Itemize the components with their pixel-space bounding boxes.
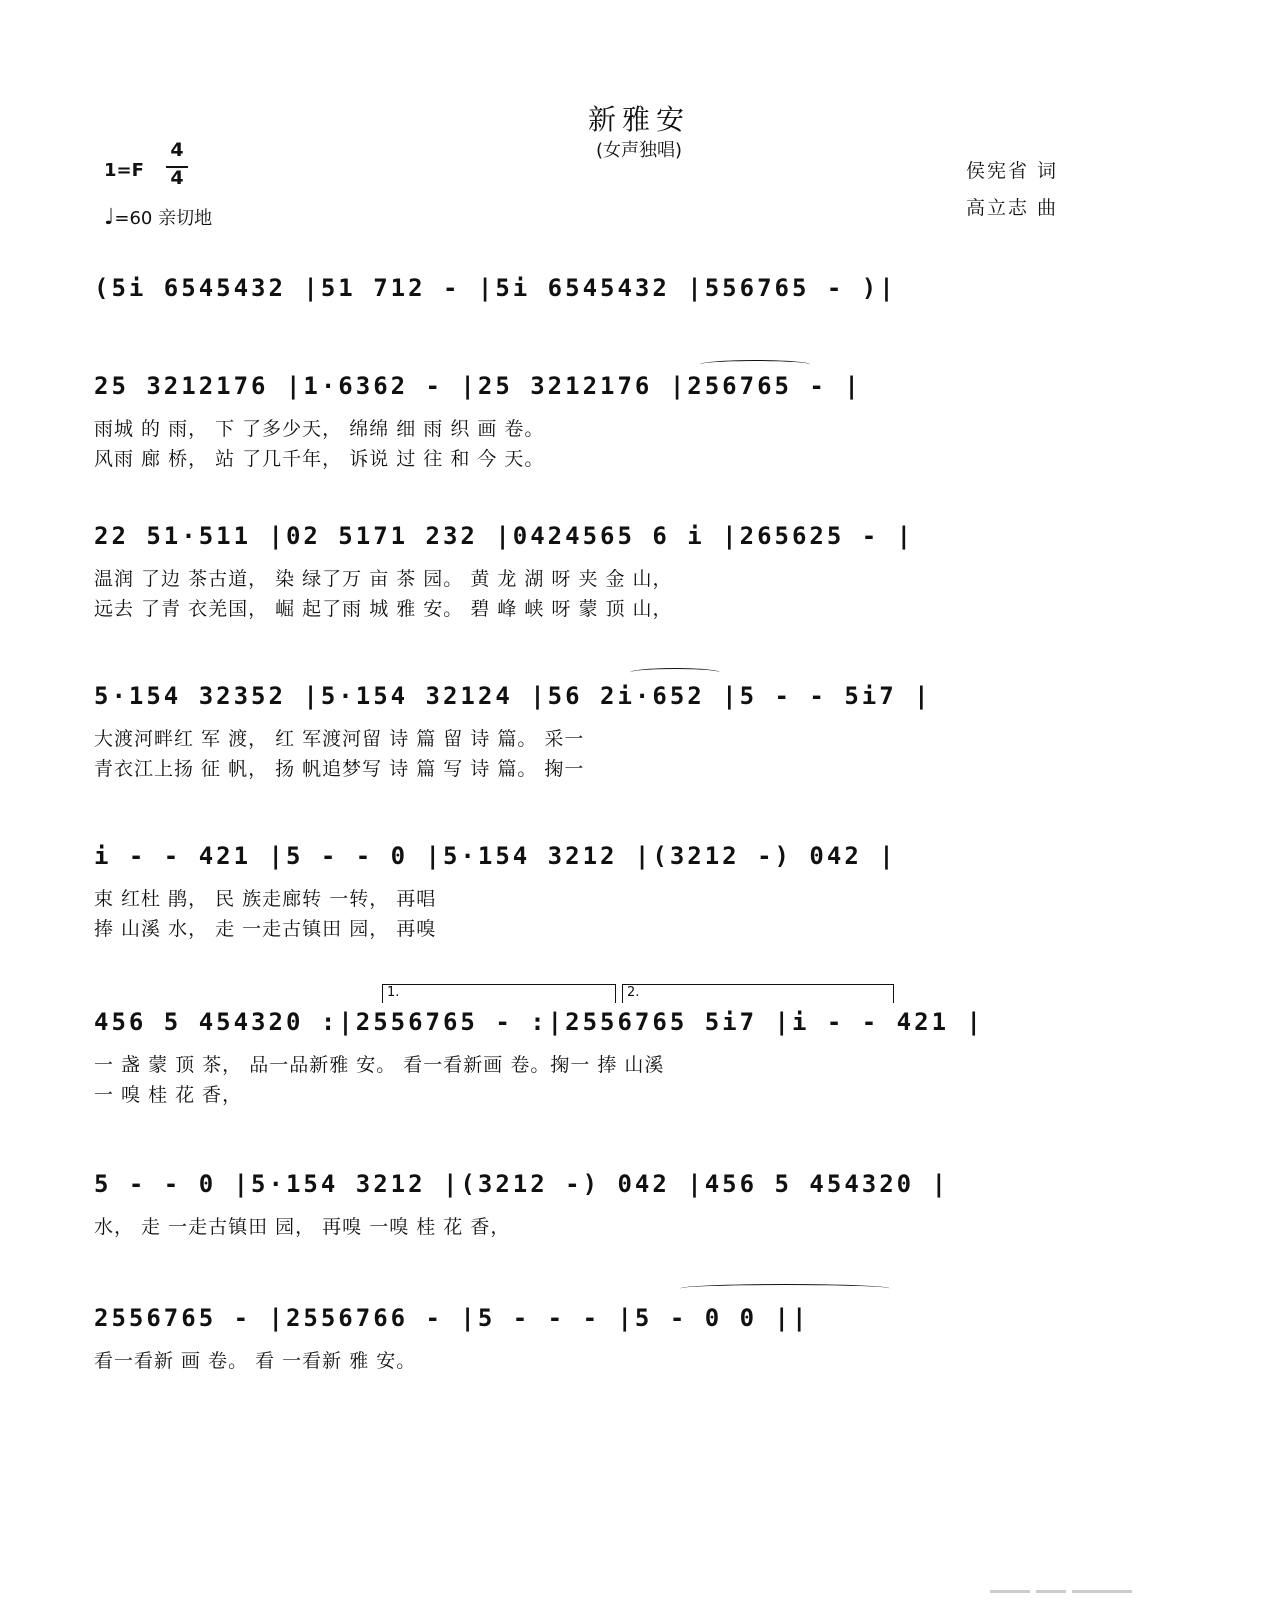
time-signature-bottom: 4 (166, 166, 188, 188)
quarter-note-icon: ♩ (104, 205, 115, 230)
system-2-lyric-2: 风雨 廊 桥， 站 了几千年， 诉说 过 往 和 今 天。 (94, 448, 545, 470)
system-8-notes: 2556765 - |2556766 - |5 - - - |5 - 0 0 || (94, 1304, 810, 1332)
system-7-notes: 5 - - 0 |5·154 3212 |(3212 -) 042 |456 5 454320 | (94, 1170, 950, 1198)
system-1-notes: (5i 6545432 |51 712 - |5i 6545432 |556765 - )| (94, 274, 897, 302)
system-3-lyric-2: 远去 了青 衣羌国， 崛 起了雨 城 雅 安。 碧 峰 峡 呀 蒙 顶 山， (94, 598, 673, 620)
lyricist-credit: 侯宪省 词 (966, 160, 1059, 182)
tempo-marking (104, 204, 212, 230)
system-4-lyric-2: 青衣江上扬 征 帆， 扬 帆追梦写 诗 篇 写 诗 篇。 掬一 (94, 758, 585, 780)
system-3-notes: 22 51·511 |02 5171 232 |0424565 6 i |265625 - | (94, 522, 915, 550)
song-subtitle: (女声独唱) (595, 140, 683, 161)
system-7-lyric-1: 水， 走 一走古镇田 园， 再嗅 一嗅 桂 花 香， (94, 1216, 511, 1238)
second-ending-bracket (622, 984, 894, 1003)
first-ending-label: 1. (387, 985, 400, 1000)
system-8-lyric-1: 看一看新 画 卷。 看 一看新 雅 安。 (94, 1350, 417, 1372)
first-ending-bracket (382, 984, 616, 1003)
system-6-lyric-1: 一 盏 蒙 顶 茶， 品一品新雅 安。 看一看新画 卷。掬一 捧 山溪 (94, 1054, 665, 1076)
key-signature: 1=F (104, 160, 144, 181)
song-title: 新雅安 (587, 103, 690, 136)
slur-mark (680, 1284, 890, 1293)
composer-credit: 高立志 曲 (966, 197, 1059, 219)
system-6-notes: 456 5 454320 :|2556765 - :|2556765 5i7 |i - - 421 | (94, 1008, 984, 1036)
slur-mark (630, 668, 720, 677)
system-2-notes: 25 3212176 |1·6362 - |25 3212176 |256765 - | (94, 372, 862, 400)
system-5-lyric-2: 捧 山溪 水， 走 一走古镇田 园， 再嗅 (94, 918, 437, 940)
time-signature-top: 4 (170, 139, 184, 161)
system-5-lyric-1: 束 红杜 鹃， 民 族走廊转 一转， 再唱 (94, 888, 437, 910)
system-3-lyric-1: 温润 了边 茶古道， 染 绿了万 亩 茶 园。 黄 龙 湖 呀 夹 金 山， (94, 568, 673, 590)
system-4-notes: 5·154 32352 |5·154 32124 |56 2i·652 |5 - - 5i7 | (94, 682, 932, 710)
tempo-text: =60 亲切地 (114, 208, 213, 229)
watermark-strip (990, 1578, 1190, 1588)
system-5-notes: i - - 421 |5 - - 0 |5·154 3212 |(3212 -) 042 | (94, 842, 897, 870)
slur-mark (700, 360, 810, 369)
system-2-lyric-1: 雨城 的 雨， 下 了多少天， 绵绵 细 雨 织 画 卷。 (94, 418, 545, 440)
system-4-lyric-1: 大渡河畔红 军 渡， 红 军渡河留 诗 篇 留 诗 篇。 采一 (94, 728, 585, 750)
second-ending-label: 2. (627, 985, 640, 1000)
system-6-lyric-2: 一 嗅 桂 花 香， (94, 1084, 243, 1106)
